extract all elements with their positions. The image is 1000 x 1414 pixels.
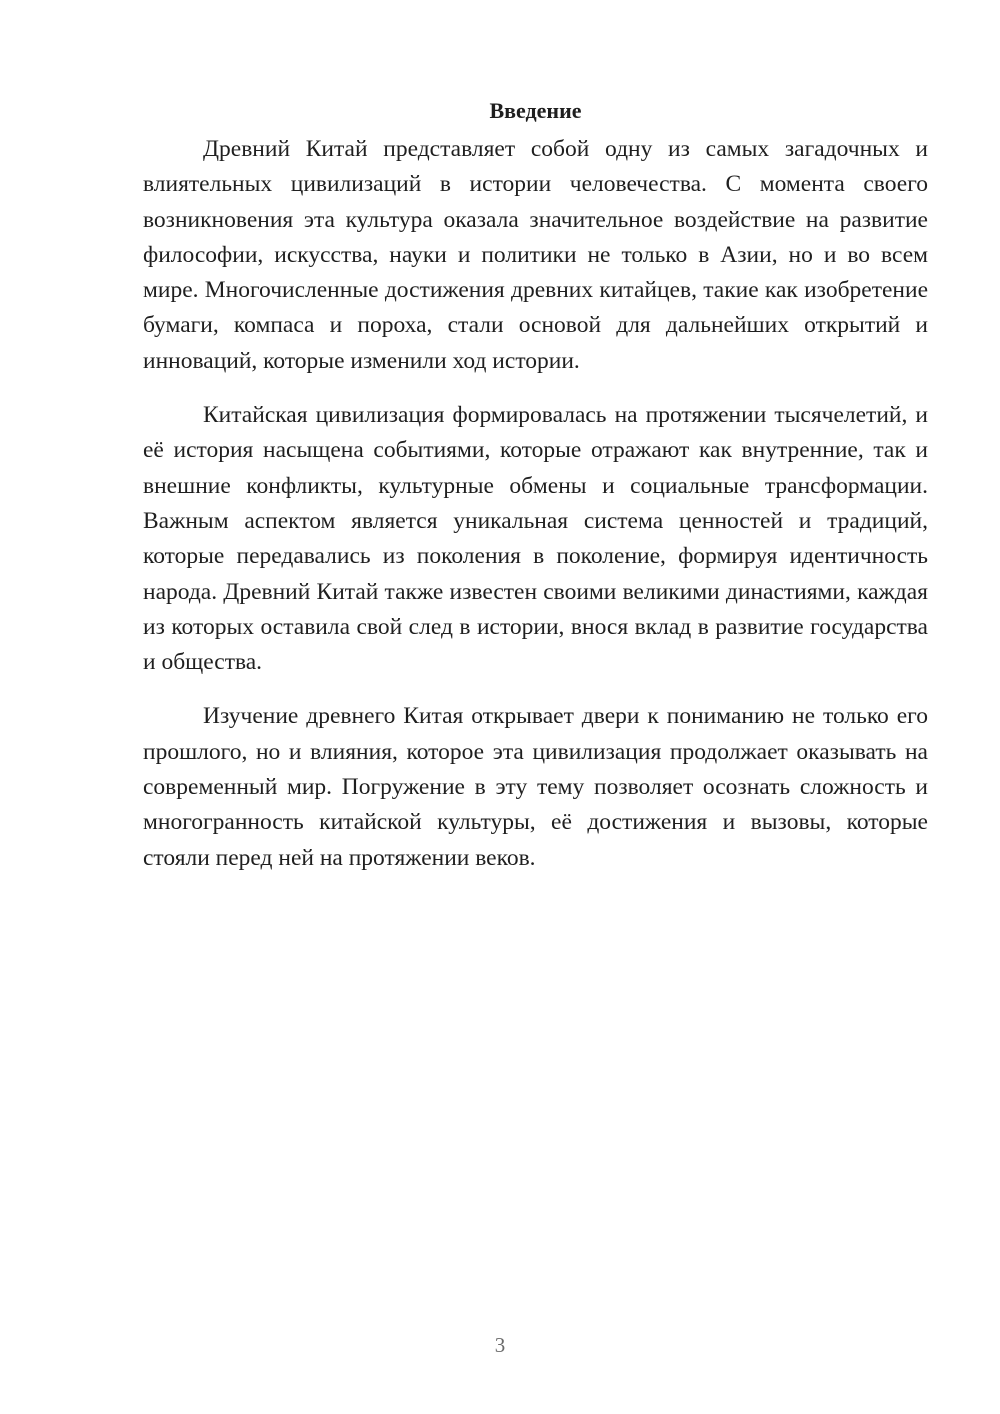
page-content [143,96,928,895]
paragraph-3: Изучение древнего Китая открывает двери к пониманию не только его прошлого, но и влияния, которое эта цивилизация продолжает оказывать на современный мир. Погружение в эту тему позволяет осознать сложность и многогранность китайской культуры, её достижения и вызовы, которые стояли перед ней на протяжении веков. [143,703,928,871]
page-number: 3 [494,1333,506,1357]
section-title: Введение [489,98,582,123]
paragraph-2: Китайская цивилизация формировалась на протяжении тысячелетий, и её история насыщена событиями, которые отражают как внутренние, так и внешние конфликты, культурные обмены и социальные трансформации. Важным аспектом является уникальная система ценностей и традиций, которые передавались из поколения в поколение, формируя идентичность народа. Древний Китай также известен своими великими династиями, каждая из которых оставила свой след в истории, внося вклад в развитие государства и общества. [143,402,928,676]
paragraph-1: Древний Китай представляет собой одну из самых загадочных и влиятельных цивилизаций в истории человечества. С момента своего возникновения эта культура оказала значительное воздействие на развитие философии, искусства, науки и политики не только в Азии, но и во всем мире. Многочисленные достижения древних китайцев, такие как изобретение бумаги, компаса и пороха, стали основой для дальнейших открытий и инноваций, которые изменили ход истории. [143,136,928,374]
